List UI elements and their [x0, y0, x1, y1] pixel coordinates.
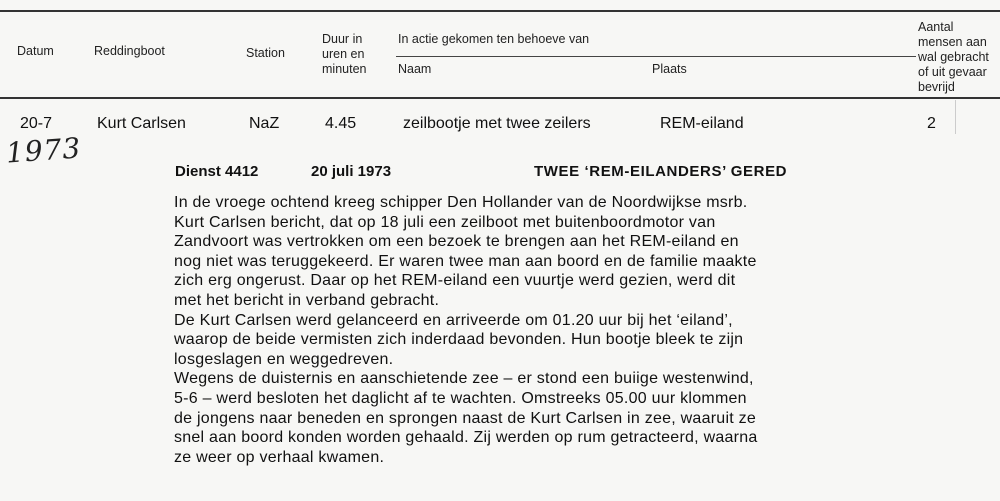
header-naam: Naam [398, 62, 432, 76]
header-duur-line-2: uren en [322, 47, 365, 61]
report-date: 20 juli 1973 [311, 163, 392, 180]
report-line: Zandvoort was vertrokken om een bezoek te brengen aan het REM-eiland en [174, 233, 739, 251]
report-body [174, 193, 814, 467]
row-duur: 4.45 [325, 115, 357, 132]
header-in-actie: In actie gekomen ten behoeve van [398, 32, 590, 46]
report-line: De Kurt Carlsen werd gelanceerd en arriveerde om 01.20 uur bij het ‘eiland’, [174, 311, 733, 329]
report-line: de jongens naar beneden en sprongen naast de Kurt Carlsen in zee, waaruit ze [174, 409, 757, 427]
header-duur-line-1: Duur in [322, 32, 363, 46]
report-line: snel aan boord konden worden gehaald. Zij werden op rum getracteerd, waarna [174, 429, 758, 447]
header-aantal [918, 20, 1000, 95]
header-aantal-line-5: bevrijd [918, 80, 955, 94]
row-reddingboot: Kurt Carlsen [97, 115, 186, 132]
handwritten-year: 1973 [4, 131, 83, 170]
report-line: losgeslagen en weggedreven. [174, 350, 394, 368]
header-duur [322, 32, 366, 77]
table-header-rule [0, 97, 1000, 99]
header-duur-line-3: minuten [322, 62, 367, 76]
report-line: In de vroege ochtend kreeg schipper Den Hollander van de Noordwijkse msrb. [174, 194, 748, 211]
report-line: waarop de beide vermisten zich inderdaad bevonden. Hun bootje bleek te zijn [174, 331, 744, 349]
row-naam: zeilbootje met twee zeilers [403, 115, 591, 132]
report-line: Wegens de duisternis en aanschietende zee – er stond een buiige westenwind, [174, 370, 754, 388]
row-plaats: REM-eiland [660, 115, 744, 132]
header-aantal-line-1: Aantal [918, 20, 954, 34]
header-reddingboot: Reddingboot [94, 44, 165, 58]
table-top-rule [0, 10, 1000, 12]
header-sub-rule [396, 56, 916, 57]
header-aantal-line-2: mensen aan [918, 35, 987, 49]
row-aantal: 2 [927, 115, 936, 132]
report-line: nog niet was teruggekeerd. Er waren twee man aan boord en de familie maakte [174, 252, 757, 270]
header-aantal-line-4: of uit gevaar [918, 65, 987, 79]
report-line: Kurt Carlsen bericht, dat op 18 juli een zeilboot met buitenboordmotor van [174, 213, 716, 231]
header-station: Station [246, 46, 285, 60]
header-plaats: Plaats [652, 62, 687, 76]
report-line: 5-6 – werd besloten het daglicht af te wachten. Omstreeks 05.00 uur klommen [174, 389, 747, 407]
header-aantal-line-3: wal gebracht [918, 50, 989, 64]
row-station: NaZ [249, 115, 280, 132]
report-line: met het bericht in verband gebracht. [174, 291, 440, 309]
report-line: zich erg ongerust. Daar op het REM-eiland een vuurtje werd gezien, werd dit [174, 272, 736, 290]
report-dienst: Dienst 4412 [175, 163, 259, 180]
header-datum: Datum [17, 44, 54, 58]
report-title: TWEE ‘REM-EILANDERS’ GERED [534, 163, 788, 180]
column-divider [955, 100, 956, 134]
row-datum: 20-7 [20, 115, 53, 132]
report-line: ze weer op verhaal kwamen. [174, 448, 385, 466]
